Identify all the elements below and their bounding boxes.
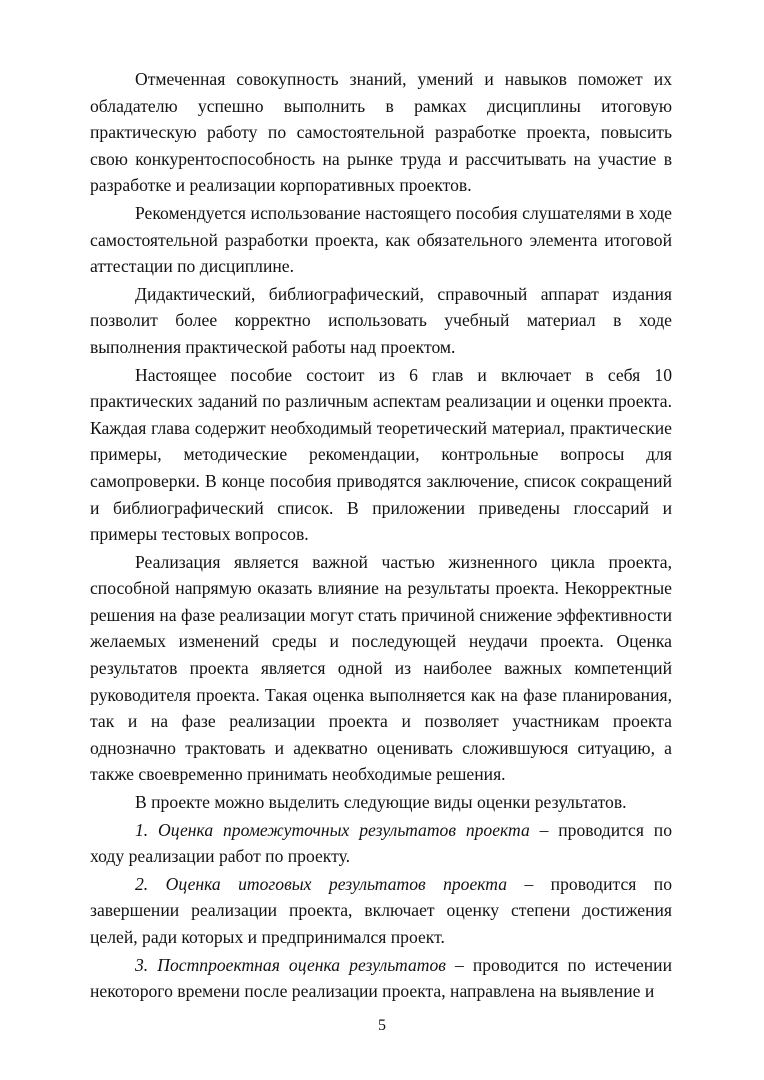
paragraph-4: Настоящее пособие состоит из 6 глав и включает в себя 10 практических заданий по различным аспектам реализации и оценки проекта. Каждая глава содержит необходимый теоретический материал, практические примеры, методические рекомендации, контрольные вопросы для самопроверки. В конце пособия приводятся заключение, список сокращений и библиографический список. В приложении приведены глоссарий и примеры тестовых вопросов. [90, 364, 672, 545]
paragraph-3: Дидактический, библиографический, справочный аппарат издания позволит более корректно использовать учебный материал в ходе выполнения практической работы над проектом. [90, 283, 672, 357]
page-number: 5 [378, 1017, 386, 1034]
page-body [90, 66, 672, 1005]
list-item-2 [90, 871, 672, 951]
list-item-1-text: – проводится по ходу реализации работ по проекту. [90, 819, 672, 867]
list-item-3 [90, 952, 672, 1005]
paragraph-2: Рекомендуется использование настоящего пособия слушателями в ходе самостоятельной разработки проекта, как обязательного элемента итоговой аттестации по дисциплине. [90, 202, 672, 277]
paragraph-5: Реализация является важной частью жизненного цикла проекта, способной напрямую оказать влияние на результаты проекта. Некорректные решения на фазе реализации могут стать причиной снижение эффективности желаемых изменений среды и последующей неудачи проекта. Оценка результатов проекта является одной из наиболее важных компетенций руководителя проекта. Такая оценка выполняется как на фазе планирования, так и на фазе реализации проекта и позволяет участникам проекта однозначно трактовать и адекватно оценивать сложившуюся ситуацию, а также своевременно принимать необходимые решения. [90, 551, 672, 785]
list-item-1 [90, 817, 672, 870]
list-item-3-text: – проводится по истечении некоторого времени после реализации проекта, направлена на выявление и [90, 954, 672, 1002]
list-item-2-term: 2. Оценка итоговых результатов проекта [135, 873, 508, 894]
list-item-3-term: 3. Постпроектная оценка результатов [135, 954, 446, 975]
paragraph-1: Отмеченная совокупность знаний, умений и навыков поможет их обладателю успешно выполнить в рамках дисциплины итоговую практическую работу по самостоятельной разработке проекта, повысить свою конкурентоспособность на рынке труда и рассчитывать на участие в разработке и реализации корпоративных проектов. [90, 69, 672, 196]
list-item-1-term: 1. Оценка промежуточных результатов проекта [135, 819, 530, 840]
list-item-2-text: – проводится по завершении реализации проекта, включает оценку степени достижения целей, ради которых и предпринимался проект. [90, 873, 672, 947]
paragraph-6: В проекте можно выделить следующие виды оценки результатов. [135, 792, 627, 813]
